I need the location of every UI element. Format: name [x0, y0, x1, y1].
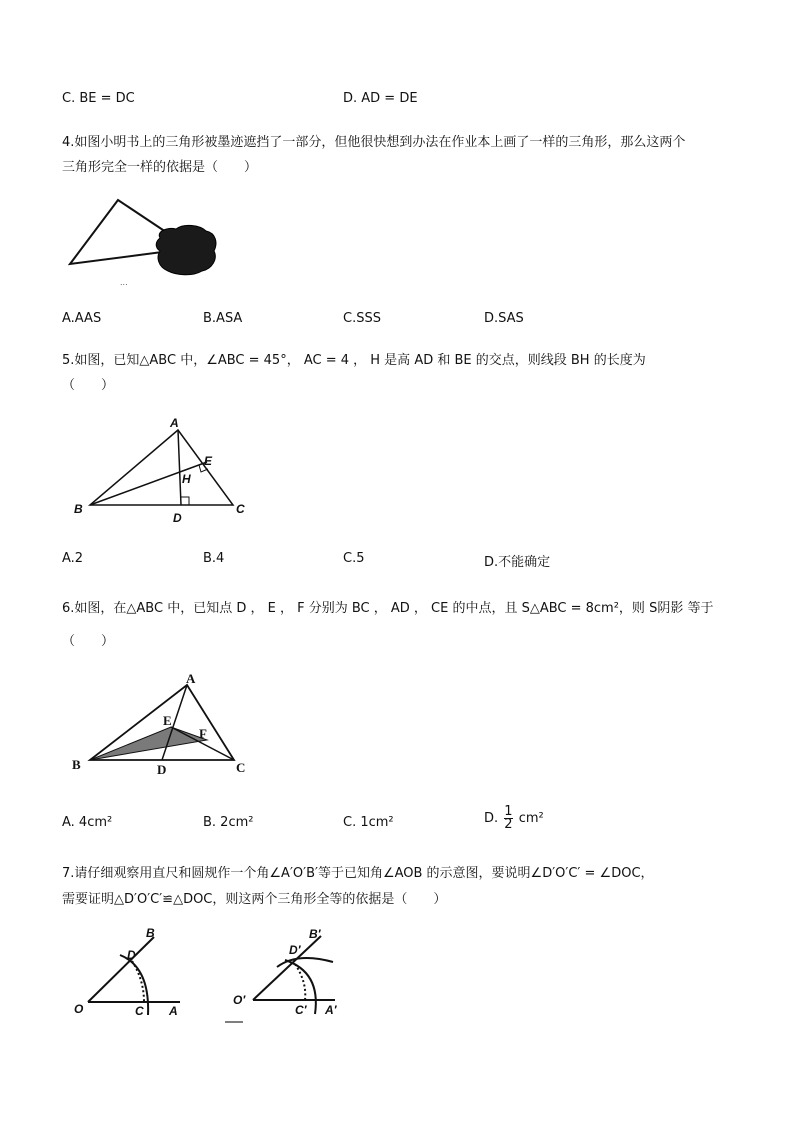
- q5-option-b: B.4: [203, 551, 225, 566]
- q5-label-b: B: [74, 502, 83, 516]
- q6-label-b: B: [72, 757, 81, 772]
- q7-left-label-b: B: [146, 926, 155, 940]
- q6-label-f: F: [199, 726, 207, 741]
- q6-option-d-unit: cm²: [518, 811, 544, 826]
- q6-shaded-region: [90, 727, 207, 760]
- q7-left-label-a: A: [169, 1004, 178, 1018]
- q4-stem-line2: 三角形完全一样的依据是（ ）: [62, 160, 258, 175]
- q5-label-a: A: [170, 416, 179, 430]
- q4-ink-blot: [156, 225, 216, 274]
- q6-label-d: D: [157, 762, 167, 777]
- q6-label-e: E: [163, 713, 172, 728]
- q5-label-c: C: [236, 502, 245, 516]
- q4-option-d: D.SAS: [484, 311, 524, 326]
- q7-right-label-c: C′: [295, 1003, 307, 1017]
- q3-option-c: C. BE = DC: [62, 91, 135, 106]
- q5-option-d: D.不能确定: [484, 555, 551, 570]
- q7-left-label-c: C: [135, 1004, 144, 1018]
- q4-mark: ...: [120, 278, 128, 287]
- q5-figure: [70, 416, 260, 526]
- q7-right-ray-ob: [253, 936, 321, 1000]
- q7-right-label-b: B′: [309, 927, 321, 941]
- q6-label-c: C: [236, 760, 246, 775]
- q5-stem-line2: （ ）: [62, 378, 115, 393]
- q4-option-c: C.SSS: [343, 311, 381, 326]
- q6-option-d: [484, 806, 544, 831]
- q5-label-d: D: [173, 511, 182, 525]
- q5-label-e: E: [204, 454, 213, 468]
- q5-option-a: A.2: [62, 551, 84, 566]
- q7-left-arc-dotted: [132, 961, 144, 1002]
- q5-option-c: C.5: [343, 551, 365, 566]
- q6-option-b: B. 2cm²: [203, 815, 254, 830]
- q7-left-label-o: O: [74, 1002, 84, 1016]
- q7-stem-line1: 7.请仔细观察用直尺和圆规作一个角∠A′O′B′等于已知角∠AOB 的示意图，要说明∠D′O′C′ = ∠DOC，: [62, 866, 654, 881]
- q6-stem-line2: （ ）: [62, 634, 115, 649]
- q6-option-a: A. 4cm²: [62, 815, 113, 830]
- q3-option-d: D. AD = DE: [343, 91, 418, 106]
- q7-stem-line2: 需要证明△D′O′C′≌△DOC，则这两个三角形全等的依据是（ ）: [62, 892, 447, 907]
- q7-figure-left: [70, 925, 190, 1025]
- q7-right-label-d: D′: [289, 943, 301, 957]
- q6-option-d-fraction: [504, 806, 512, 831]
- q6-label-a: A: [186, 671, 196, 686]
- q6-option-d-prefix: D.: [484, 811, 499, 826]
- q4-figure: [60, 193, 230, 293]
- q5-stem-line1: 5.如图，已知△ABC 中，∠ABC = 45°， AC = 4 ， H 是高 AD 和 BE 的交点，则线段 BH 的长度为: [62, 353, 646, 368]
- q7-left-label-d: D: [127, 948, 136, 962]
- q6-option-d-denominator: 2: [504, 817, 513, 832]
- q4-option-a: A.AAS: [62, 311, 102, 326]
- q5-label-h: H: [182, 472, 191, 486]
- q4-option-b: B.ASA: [203, 311, 243, 326]
- q6-stem-line1: 6.如图，在△ABC 中，已知点 D ， E ， F 分别为 BC ， AD ， CE 的中点，且 S△ABC = 8cm²，则 S阴影 等于: [62, 601, 714, 616]
- q6-option-d-numerator: 1: [504, 804, 513, 819]
- q6-figure: [68, 673, 258, 778]
- q7-right-label-a: A′: [325, 1003, 337, 1017]
- q7-right-label-o: O′: [233, 993, 246, 1007]
- q5-right-angle-d: [181, 497, 189, 505]
- q4-stem-line1: 4.如图小明书上的三角形被墨迹遮挡了一部分，但他很快想到办法在作业本上画了一样的三角形，那么这两个: [62, 135, 686, 150]
- q7-figure-right: [225, 922, 365, 1027]
- q6-option-c: C. 1cm²: [343, 815, 394, 830]
- q5-altitude-ad: [178, 430, 181, 505]
- q7-left-ray-ob: [88, 937, 154, 1002]
